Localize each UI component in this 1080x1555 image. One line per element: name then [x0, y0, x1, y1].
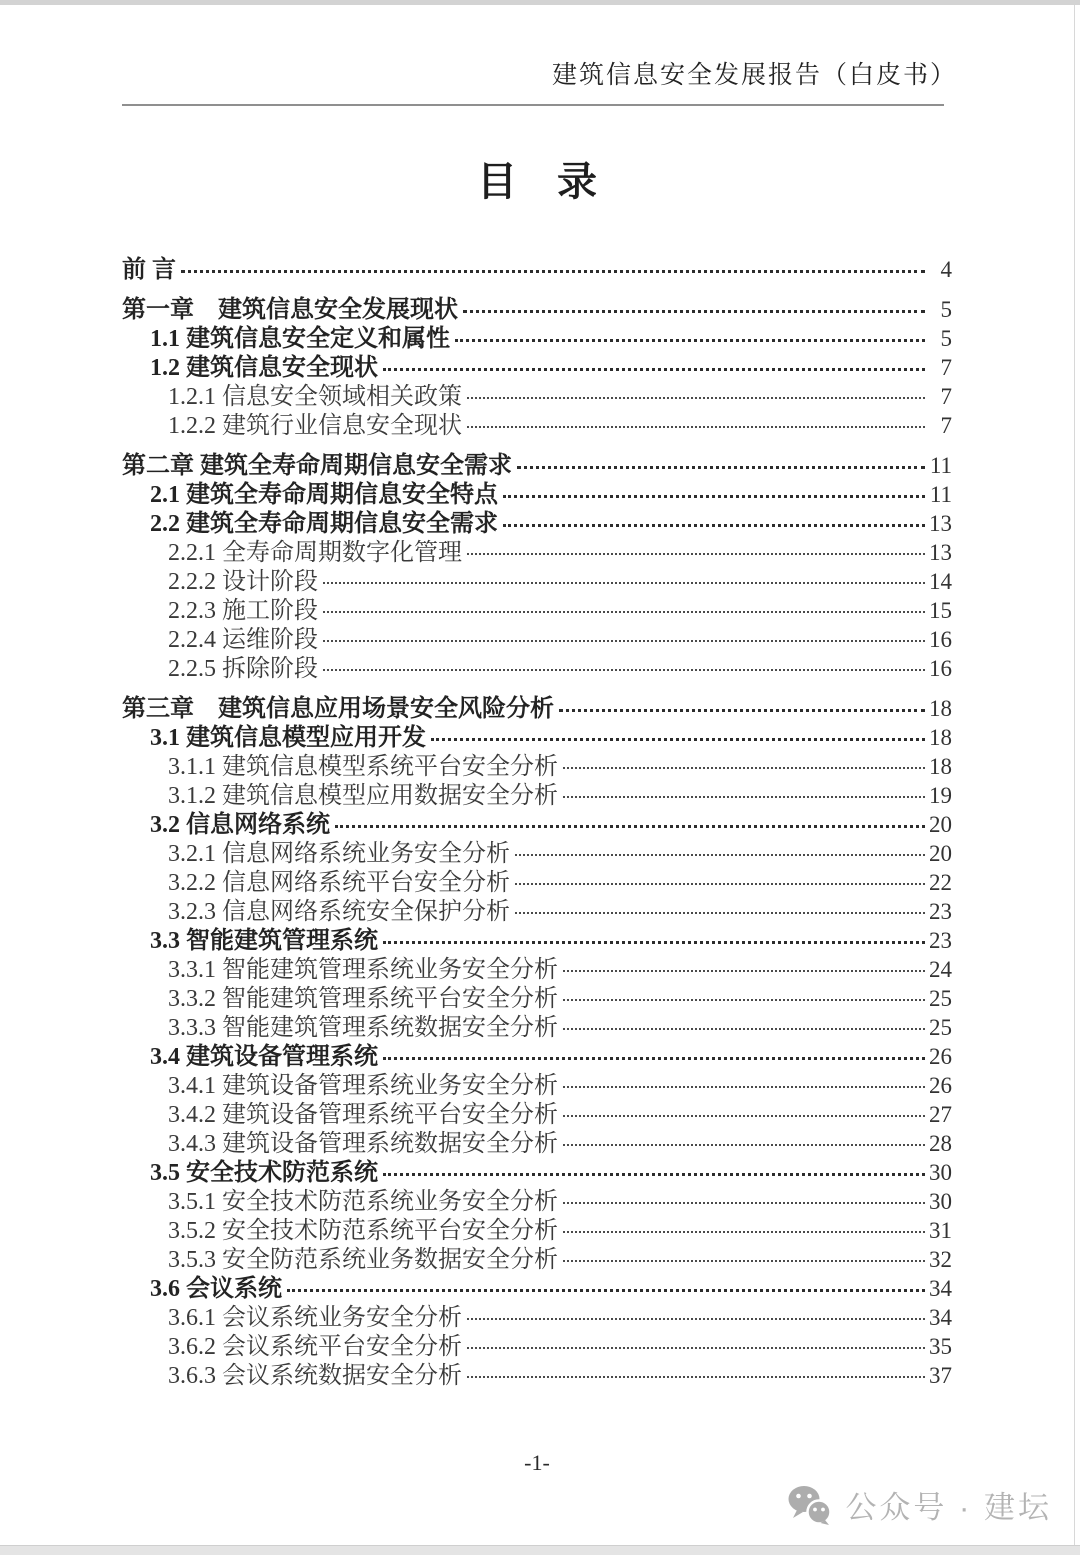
toc-entry-page-number: 34: [929, 1305, 952, 1330]
toc-entry-label: 2.2.4 运维阶段: [168, 627, 318, 653]
toc-entry-page-number: 18: [929, 754, 952, 779]
toc-entry-label: 3.5.1 安全技术防范系统业务安全分析: [168, 1189, 558, 1215]
toc-dot-leader: [467, 1376, 925, 1378]
page-right-edge: [1074, 5, 1075, 1545]
toc-entry: [122, 833, 952, 867]
toc-dot-leader: [383, 1173, 925, 1176]
page-number: -1-: [524, 1450, 550, 1475]
toc-entry: [122, 862, 952, 896]
toc-entry-label: 3.3.3 智能建筑管理系统数据安全分析: [168, 1015, 558, 1041]
toc-entry-page-number: 7: [940, 384, 952, 409]
toc-entry: [122, 405, 952, 439]
toc-entry-page-number: 26: [929, 1044, 952, 1069]
toc-dot-leader: [563, 1115, 925, 1117]
toc-entry-label: 1.2.2 建筑行业信息安全现状: [168, 413, 462, 439]
toc-entry: [122, 318, 952, 352]
toc-dot-leader: [383, 941, 925, 944]
toc-entry: [122, 1065, 952, 1099]
toc-dot-leader: [563, 1144, 925, 1146]
toc-dot-leader: [563, 1028, 925, 1030]
toc-entry-page-number: 26: [929, 1073, 952, 1098]
toc-entry-page-number: 13: [929, 511, 952, 536]
toc-entry: [122, 1094, 952, 1128]
toc-entry: [122, 648, 952, 682]
toc-entry-page-number: 20: [929, 812, 952, 837]
toc-dot-leader: [323, 582, 925, 584]
header-rule: [122, 104, 944, 106]
toc-entry: [122, 619, 952, 653]
toc-dot-leader: [563, 999, 925, 1001]
toc-entry: [122, 249, 952, 283]
page-title: 目 录: [477, 159, 597, 204]
toc-entry: [122, 978, 952, 1012]
toc-entry: [122, 1355, 952, 1389]
toc-entry-label: 1.2 建筑信息安全现状: [150, 355, 378, 381]
running-header-title: 建筑信息安全发展报告（白皮书）: [551, 62, 957, 89]
toc-dot-leader: [323, 611, 925, 613]
toc-entry-label: 3.2.2 信息网络系统平台安全分析: [168, 870, 510, 896]
toc-dot-leader: [503, 524, 925, 527]
toc-dot-leader: [515, 883, 925, 885]
toc-dot-leader: [455, 339, 925, 342]
toc-dot-leader: [181, 270, 925, 273]
toc-entry-page-number: 23: [929, 899, 952, 924]
toc-entry-page-number: 20: [929, 841, 952, 866]
toc-entry-page-number: 25: [929, 986, 952, 1011]
toc-entry-page-number: 30: [929, 1160, 952, 1185]
toc-dot-leader: [323, 640, 925, 642]
toc-dot-leader: [559, 709, 925, 712]
toc-entry: [122, 1297, 952, 1331]
toc-entry-page-number: 7: [940, 355, 952, 380]
toc-entry: [122, 746, 952, 780]
toc-entry: [122, 1007, 952, 1041]
toc-entry-page-number: 11: [929, 453, 952, 478]
toc-entry-label: 2.2.3 施工阶段: [168, 598, 318, 624]
toc-entry-page-number: 16: [929, 656, 952, 681]
toc-entry-page-number: 16: [929, 627, 952, 652]
toc-dot-leader: [323, 669, 925, 671]
document-page: [0, 5, 1074, 1545]
toc-dot-leader: [431, 738, 925, 741]
toc-dot-leader: [467, 1347, 925, 1349]
toc-entry-label: 3.6.1 会议系统业务安全分析: [168, 1305, 462, 1331]
toc-entry: [122, 1210, 952, 1244]
toc-entry-page-number: 30: [929, 1189, 952, 1214]
toc-dot-leader: [563, 1231, 925, 1233]
toc-entry: [122, 532, 952, 566]
toc-dot-leader: [563, 1086, 925, 1088]
toc-dot-leader: [335, 825, 925, 828]
toc-entry: [122, 775, 952, 809]
toc-entry-label: 3.4.1 建筑设备管理系统业务安全分析: [168, 1073, 558, 1099]
toc-entry-label: 3.2 信息网络系统: [150, 812, 330, 838]
toc-entry-page-number: 13: [929, 540, 952, 565]
toc-entry: [122, 347, 952, 381]
watermark-text: 公众号 · 建坛: [845, 1490, 1052, 1525]
toc-entry-page-number: 32: [929, 1247, 952, 1272]
toc-entry-label: 3.1.1 建筑信息模型系统平台安全分析: [168, 754, 558, 780]
wechat-icon: [787, 1485, 833, 1525]
toc-entry-label: 3.1 建筑信息模型应用开发: [150, 725, 426, 751]
toc-entry-page-number: 24: [929, 957, 952, 982]
toc-entry: [122, 891, 952, 925]
toc-entry: [122, 503, 952, 537]
toc-entry-label: 2.2.2 设计阶段: [168, 569, 318, 595]
toc-dot-leader: [517, 466, 925, 469]
toc-entry-page-number: 28: [929, 1131, 952, 1156]
toc-entry-page-number: 15: [929, 598, 952, 623]
toc-entry-label: 3.1.2 建筑信息模型应用数据安全分析: [168, 783, 558, 809]
toc-entry-page-number: 25: [929, 1015, 952, 1040]
toc-entry: [122, 1123, 952, 1157]
toc-entry: [122, 1326, 952, 1360]
toc-entry: [122, 1239, 952, 1273]
toc-entry-label: 第三章 建筑信息应用场景安全风险分析: [122, 696, 554, 722]
toc-entry-label: 3.2.1 信息网络系统业务安全分析: [168, 841, 510, 867]
toc-entry: [122, 561, 952, 595]
toc-entry-label: 2.1 建筑全寿命周期信息安全特点: [150, 482, 498, 508]
toc-entry-label: 第二章 建筑全寿命周期信息安全需求: [122, 453, 512, 479]
toc-dot-leader: [467, 553, 925, 555]
toc-entry-page-number: 11: [929, 482, 952, 507]
toc-dot-leader: [563, 796, 925, 798]
toc-entry-label: 3.3 智能建筑管理系统: [150, 928, 378, 954]
toc-entry-label: 3.6.3 会议系统数据安全分析: [168, 1363, 462, 1389]
toc-entry-label: 1.2.1 信息安全领域相关政策: [168, 384, 462, 410]
toc-dot-leader: [563, 767, 925, 769]
toc-entry-page-number: 19: [929, 783, 952, 808]
toc-entry-label: 第一章 建筑信息安全发展现状: [122, 297, 458, 323]
watermark: [787, 1482, 1052, 1527]
toc-entry-page-number: 27: [929, 1102, 952, 1127]
toc-entry-page-number: 18: [929, 725, 952, 750]
toc-entry-label: 前 言: [122, 257, 176, 283]
toc-dot-leader: [563, 1202, 925, 1204]
toc-entry-page-number: 4: [940, 257, 952, 282]
toc-entry: [122, 376, 952, 410]
toc-entry-label: 3.4 建筑设备管理系统: [150, 1044, 378, 1070]
toc-entry-label: 3.4.3 建筑设备管理系统数据安全分析: [168, 1131, 558, 1157]
toc-dot-leader: [515, 854, 925, 856]
toc-entry-page-number: 22: [929, 870, 952, 895]
toc-dot-leader: [383, 1057, 925, 1060]
toc-dot-leader: [563, 970, 925, 972]
toc-entry-page-number: 37: [929, 1363, 952, 1388]
toc-entry-page-number: 14: [929, 569, 952, 594]
toc-dot-leader: [467, 1318, 925, 1320]
toc-dot-leader: [515, 912, 925, 914]
toc-dot-leader: [383, 368, 925, 371]
toc-entry: [122, 289, 952, 323]
screen-bottom-strip: [0, 1545, 1080, 1555]
toc-entry-page-number: 34: [929, 1276, 952, 1301]
toc-entry-page-number: 31: [929, 1218, 952, 1243]
toc-entry-label: 1.1 建筑信息安全定义和属性: [150, 326, 450, 352]
toc-entry-label: 3.3.2 智能建筑管理系统平台安全分析: [168, 986, 558, 1012]
toc-dot-leader: [467, 397, 925, 399]
toc-entry-label: 3.2.3 信息网络系统安全保护分析: [168, 899, 510, 925]
toc-entry-label: 3.5.3 安全防范系统业务数据安全分析: [168, 1247, 558, 1273]
toc-entry-label: 2.2.5 拆除阶段: [168, 656, 318, 682]
toc-entry-page-number: 35: [929, 1334, 952, 1359]
toc-entry-label: 3.4.2 建筑设备管理系统平台安全分析: [168, 1102, 558, 1128]
toc-entry-label: 3.6 会议系统: [150, 1276, 282, 1302]
toc-entry: [122, 474, 952, 508]
toc-entry: [122, 1181, 952, 1215]
toc-dot-leader: [287, 1289, 925, 1292]
toc-dot-leader: [563, 1260, 925, 1262]
toc-entry: [122, 445, 952, 479]
toc-entry-page-number: 5: [940, 297, 952, 322]
toc-entry: [122, 590, 952, 624]
toc-entry-label: 3.5.2 安全技术防范系统平台安全分析: [168, 1218, 558, 1244]
toc-dot-leader: [463, 310, 925, 313]
toc-entry-page-number: 18: [929, 696, 952, 721]
toc-entry: [122, 949, 952, 983]
toc-list: [122, 249, 952, 1389]
toc-dot-leader: [503, 495, 925, 498]
toc-entry-label: 3.5 安全技术防范系统: [150, 1160, 378, 1186]
toc-entry-label: 3.6.2 会议系统平台安全分析: [168, 1334, 462, 1360]
toc-entry-page-number: 7: [940, 413, 952, 438]
toc-entry: [122, 688, 952, 722]
toc-entry-label: 2.2 建筑全寿命周期信息安全需求: [150, 511, 498, 537]
toc-dot-leader: [467, 426, 925, 428]
toc-entry-label: 2.2.1 全寿命周期数字化管理: [168, 540, 462, 566]
toc-entry: [122, 920, 952, 954]
toc-entry-label: 3.3.1 智能建筑管理系统业务安全分析: [168, 957, 558, 983]
toc-entry-page-number: 23: [929, 928, 952, 953]
toc-entry-page-number: 5: [940, 326, 952, 351]
